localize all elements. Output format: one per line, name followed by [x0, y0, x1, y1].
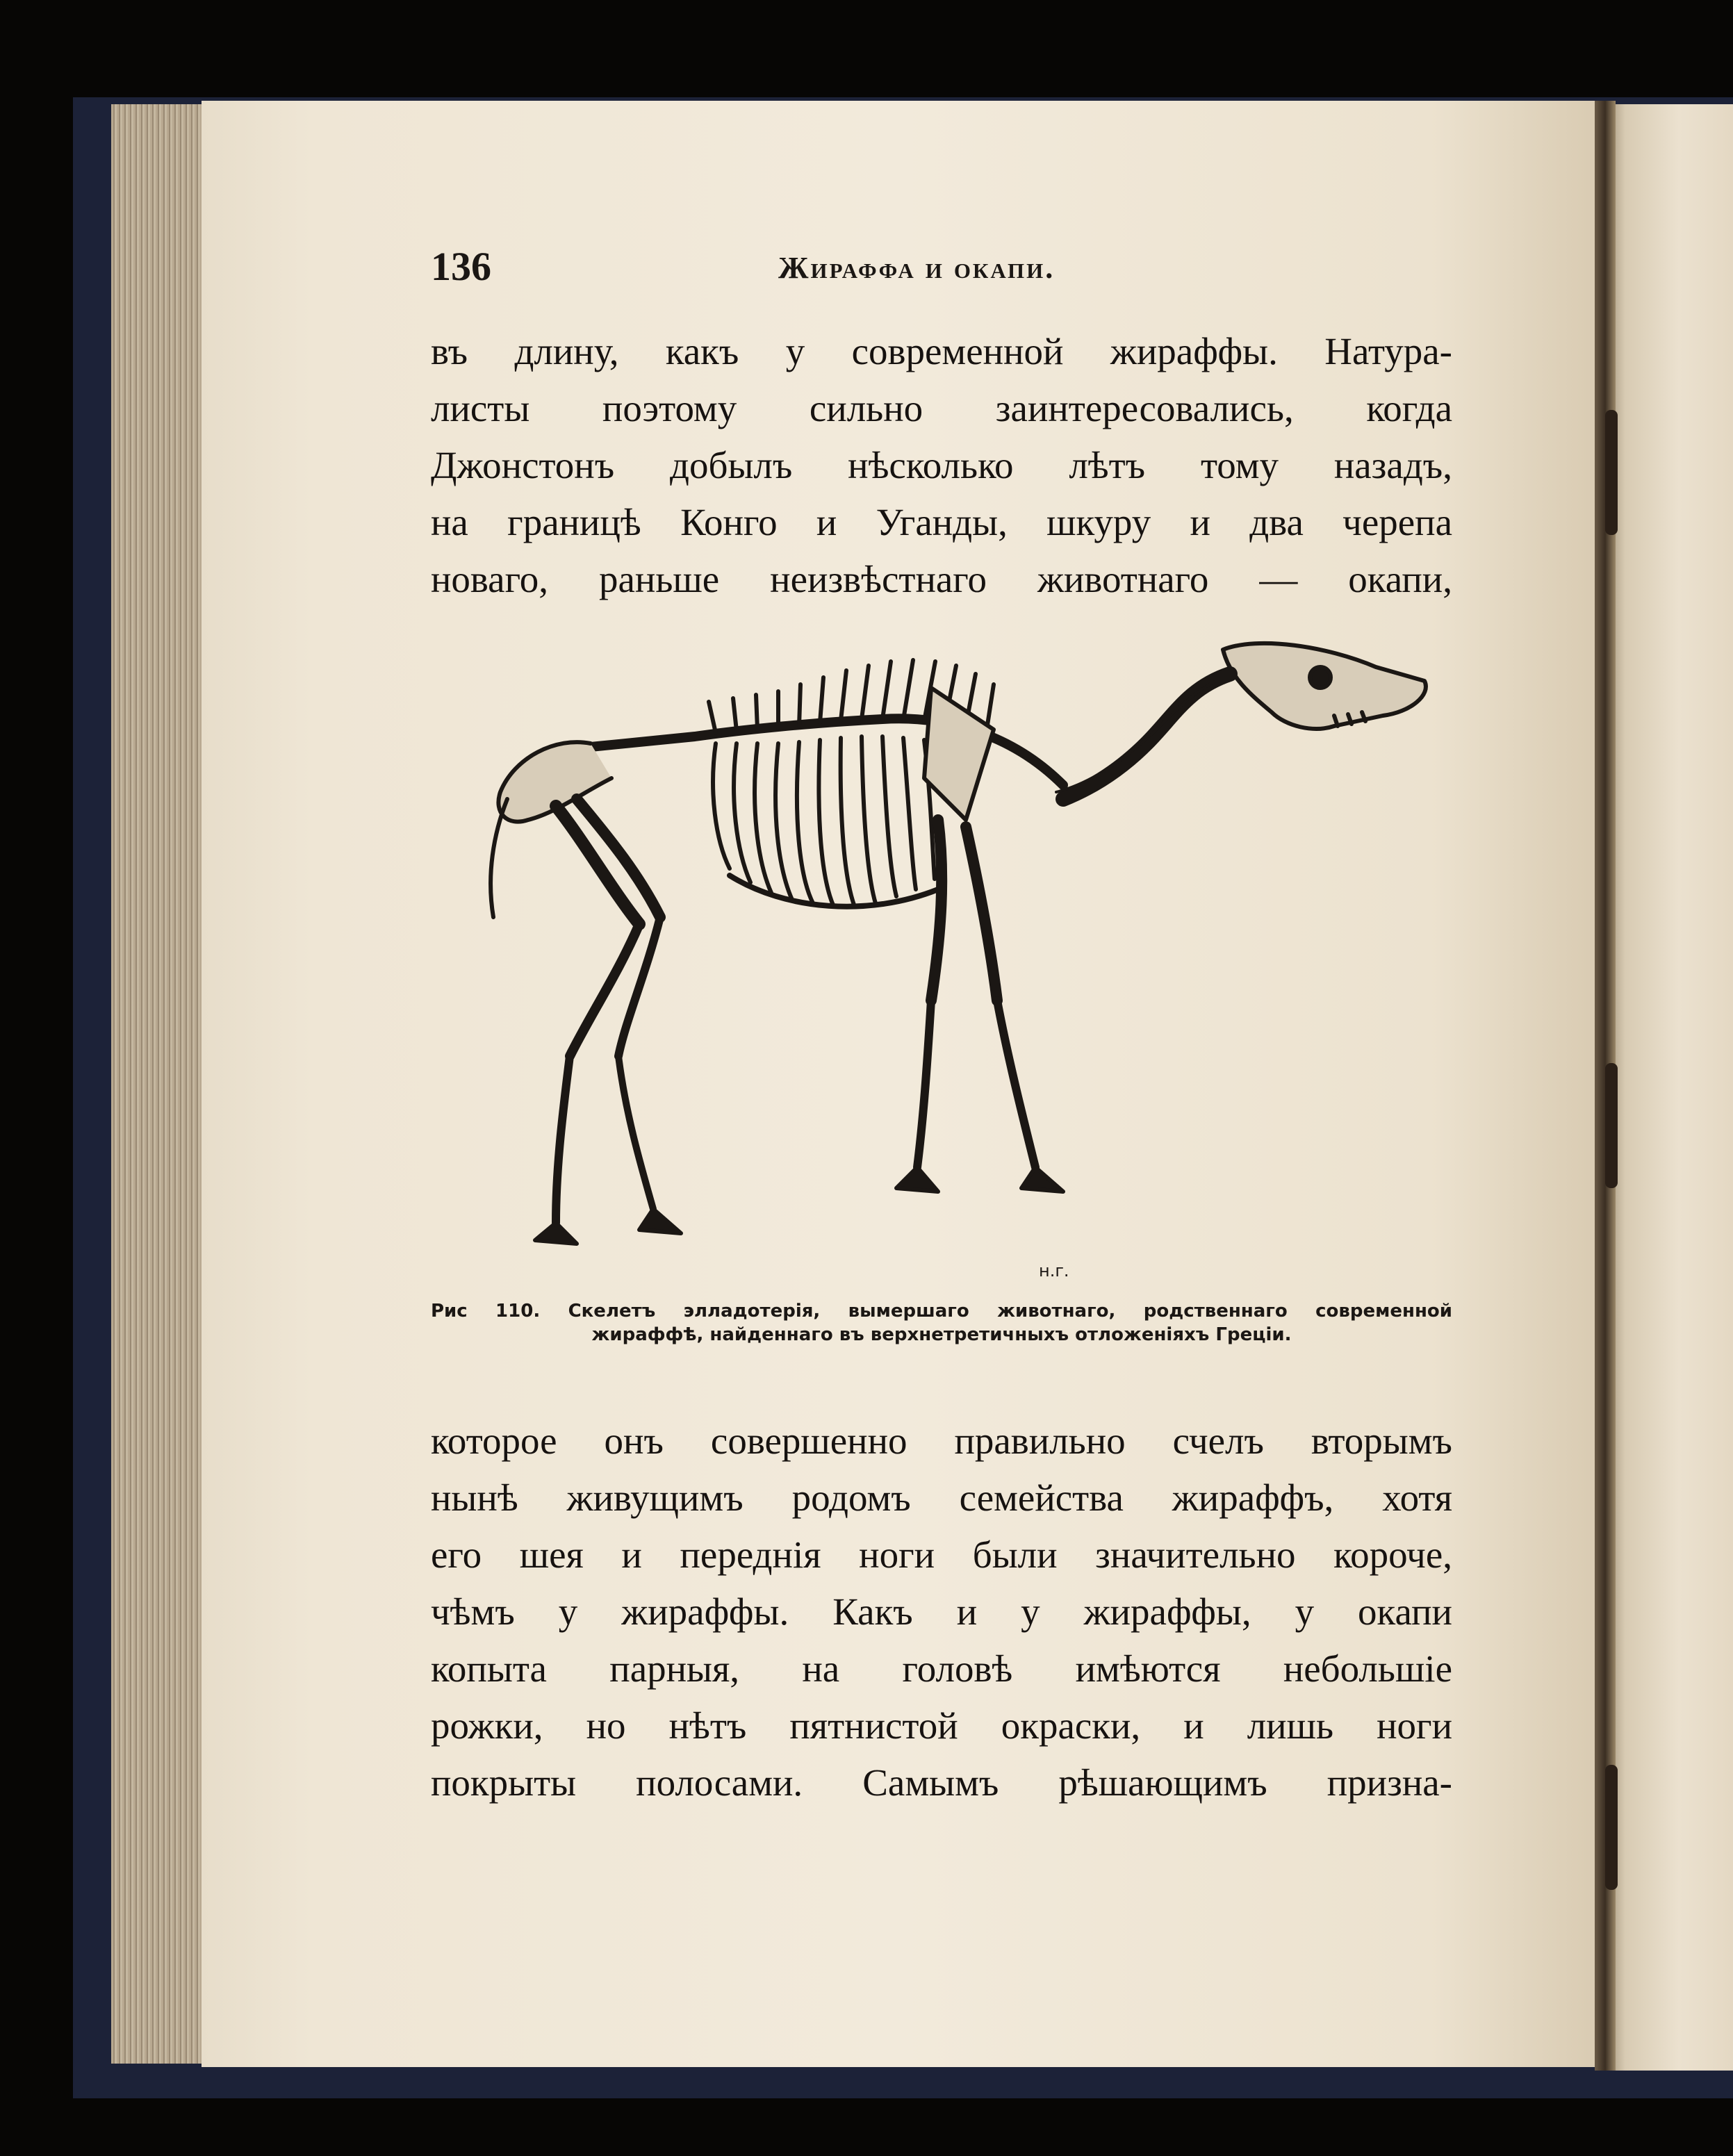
- text-line: его шея и переднія ноги были значительно короче,: [431, 1533, 1452, 1576]
- figure-caption: [431, 1299, 1452, 1347]
- text-line: на границѣ Конго и Уганды, шкуру и два черепа: [431, 501, 1452, 543]
- text-line: нынѣ живущимъ родомъ семейства жираффъ, хотя: [431, 1476, 1452, 1519]
- text-line: покрыты полосами. Самымъ рѣшающимъ призна-: [431, 1761, 1452, 1804]
- text-line: въ длину, какъ у современной жираффы. Натура-: [431, 330, 1452, 372]
- paragraph-bottom: [431, 1413, 1452, 1811]
- text-line: рожки, но нѣтъ пятнистой окраски, и лишь ноги: [431, 1704, 1452, 1747]
- text-line: копыта парныя, на головѣ имѣются небольшіе: [431, 1647, 1452, 1690]
- binding-clip: [1605, 1063, 1618, 1188]
- text-line: новаго, раньше неизвѣстнаго животнаго — окапи,: [431, 558, 1452, 600]
- text-line: листы поэтому сильно заинтересовались, когда: [431, 387, 1452, 429]
- text-line: которое онъ совершенно правильно счелъ вторымъ: [431, 1419, 1452, 1462]
- text-line: чѣмъ у жираффы. Какъ и у жираффы, у окапи: [431, 1590, 1452, 1633]
- page-edges: [111, 104, 208, 2064]
- caption-line: Рис 110. Скелетъ элладотерія, вымершаго животнаго, родственнаго современной: [431, 1301, 1452, 1322]
- page-header: [431, 243, 1188, 292]
- next-page-edge: [1598, 104, 1733, 2071]
- binding-clip: [1605, 410, 1618, 535]
- paragraph-top: [431, 323, 1452, 608]
- text-line: Джонстонъ добылъ нѣсколько лѣтъ тому назадъ,: [431, 444, 1452, 486]
- skeleton-drawing: [452, 611, 1452, 1292]
- illustrator-mark: н.г.: [1039, 1261, 1069, 1281]
- binding-clip: [1605, 1765, 1618, 1890]
- running-title: Жираффа и окапи.: [778, 251, 1056, 285]
- skeleton-illustration: [452, 611, 1452, 1292]
- caption-line: жираффѣ, найденнаго въ верхнетретичныхъ отложеніяхъ Греціи.: [591, 1324, 1292, 1345]
- page-number: 136: [431, 244, 491, 289]
